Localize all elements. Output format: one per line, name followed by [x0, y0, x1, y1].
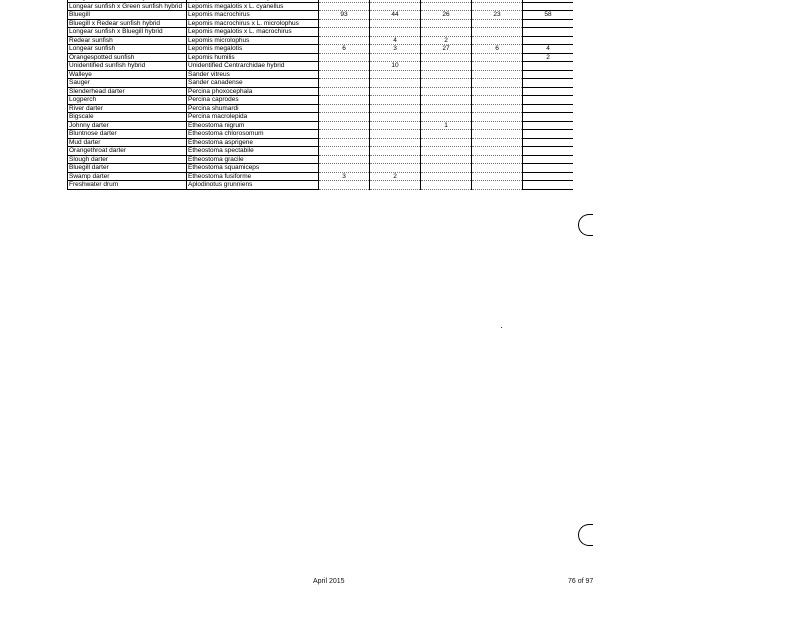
count-cell: [421, 138, 472, 147]
table-row: [68, 11, 574, 20]
count-cell: [421, 79, 472, 88]
scientific-name-cell: Unidentified Centrarchidae hybrid: [187, 62, 319, 71]
count-cell: [472, 130, 523, 139]
count-cell: [523, 113, 574, 122]
table-row: [68, 147, 574, 156]
count-cell: [370, 121, 421, 130]
common-name-cell: Bluntnose darter: [68, 130, 187, 139]
count-cell: [319, 19, 370, 28]
count-cell: [421, 62, 472, 71]
count-cell: 2: [523, 53, 574, 62]
scientific-name-cell: Etheostoma chlorosomum: [187, 130, 319, 139]
scientific-name-cell: Percina shumardi: [187, 104, 319, 113]
table-row: [68, 19, 574, 28]
scientific-name-cell: Sander canadense: [187, 79, 319, 88]
scientific-name-cell: Percina phoxocephala: [187, 87, 319, 96]
count-cell: [370, 138, 421, 147]
common-name-cell: Mud darter: [68, 138, 187, 147]
common-name-cell: Logperch: [68, 96, 187, 105]
count-cell: [523, 19, 574, 28]
scientific-name-cell: Etheostoma squamiceps: [187, 164, 319, 173]
count-cell: 4: [370, 36, 421, 45]
table-row: [68, 181, 574, 190]
count-cell: [523, 130, 574, 139]
count-cell: [370, 70, 421, 79]
count-cell: [370, 2, 421, 11]
scientific-name-cell: Sander vitreus: [187, 70, 319, 79]
count-cell: [370, 181, 421, 190]
table-row: [68, 36, 574, 45]
scientific-name-cell: Lepomis megalotis: [187, 45, 319, 54]
count-cell: [472, 19, 523, 28]
scientific-name-cell: Etheostoma gracile: [187, 155, 319, 164]
count-cell: [523, 121, 574, 130]
table-row: [68, 104, 574, 113]
common-name-cell: Bigscale: [68, 113, 187, 122]
count-cell: [319, 79, 370, 88]
count-cell: [472, 96, 523, 105]
count-cell: [472, 172, 523, 181]
fish-species-table: [67, 0, 573, 190]
common-name-cell: Orangethroat darter: [68, 147, 187, 156]
count-cell: [523, 87, 574, 96]
count-cell: [370, 113, 421, 122]
count-cell: [523, 181, 574, 190]
table-row: [68, 130, 574, 139]
table-row: [68, 87, 574, 96]
count-cell: [421, 19, 472, 28]
count-cell: [319, 53, 370, 62]
count-cell: 3: [370, 45, 421, 54]
count-cell: [472, 155, 523, 164]
table-row: [68, 53, 574, 62]
count-cell: [523, 104, 574, 113]
count-cell: [421, 155, 472, 164]
count-cell: [472, 147, 523, 156]
scan-speck: [501, 327, 502, 328]
common-name-cell: Slough darter: [68, 155, 187, 164]
count-cell: [421, 53, 472, 62]
count-cell: [523, 138, 574, 147]
common-name-cell: Swamp darter: [68, 172, 187, 181]
count-cell: 10: [370, 62, 421, 71]
table-row: [68, 45, 574, 54]
count-cell: [472, 70, 523, 79]
count-cell: [472, 121, 523, 130]
common-name-cell: Bluegill x Redear sunfish hybrid: [68, 19, 187, 28]
count-cell: [370, 164, 421, 173]
count-cell: [319, 87, 370, 96]
scientific-name-cell: Etheostoma fusiforme: [187, 172, 319, 181]
count-cell: [421, 130, 472, 139]
scientific-name-cell: Lepomis humilis: [187, 53, 319, 62]
count-cell: [523, 79, 574, 88]
count-cell: 6: [472, 45, 523, 54]
count-cell: [523, 164, 574, 173]
count-cell: [319, 104, 370, 113]
table-row: [68, 113, 574, 122]
count-cell: [421, 87, 472, 96]
table-row: [68, 79, 574, 88]
count-cell: [319, 130, 370, 139]
count-cell: [523, 96, 574, 105]
punch-hole-mark-bottom: [578, 524, 593, 546]
count-cell: [370, 87, 421, 96]
scientific-name-cell: Lepomis megalotis x L. cyanellus: [187, 2, 319, 11]
table-body: [68, 0, 574, 189]
scientific-name-cell: Lepomis megalotis x L. macrochirus: [187, 28, 319, 37]
count-cell: [472, 2, 523, 11]
count-cell: 4: [523, 45, 574, 54]
common-name-cell: Redear sunfish: [68, 36, 187, 45]
count-cell: 2: [370, 172, 421, 181]
scientific-name-cell: Etheostoma spectabile: [187, 147, 319, 156]
count-cell: [523, 28, 574, 37]
count-cell: [421, 172, 472, 181]
count-cell: [370, 19, 421, 28]
count-cell: [319, 96, 370, 105]
count-cell: [370, 28, 421, 37]
table-row: [68, 138, 574, 147]
count-cell: [319, 181, 370, 190]
count-cell: [421, 147, 472, 156]
count-cell: [370, 96, 421, 105]
scientific-name-cell: Percina macrolepida: [187, 113, 319, 122]
count-cell: [370, 147, 421, 156]
common-name-cell: Freshwater drum: [68, 181, 187, 190]
scientific-name-cell: Lepomis macrochirus x L. microlophus: [187, 19, 319, 28]
count-cell: [472, 36, 523, 45]
count-cell: [421, 96, 472, 105]
common-name-cell: Walleye: [68, 70, 187, 79]
count-cell: [472, 53, 523, 62]
count-cell: [472, 79, 523, 88]
footer-date: April 2015: [313, 578, 345, 585]
count-cell: [421, 113, 472, 122]
count-cell: [370, 130, 421, 139]
count-cell: [523, 155, 574, 164]
count-cell: [319, 70, 370, 79]
count-cell: 27: [421, 45, 472, 54]
table-row: [68, 96, 574, 105]
count-cell: [472, 164, 523, 173]
count-cell: [370, 53, 421, 62]
count-cell: [319, 113, 370, 122]
count-cell: 93: [319, 11, 370, 20]
count-cell: 3: [319, 172, 370, 181]
table-row: [68, 62, 574, 71]
common-name-cell: Johnny darter: [68, 121, 187, 130]
common-name-cell: Longear sunfish x Bluegill hybrid: [68, 28, 187, 37]
count-cell: 23: [472, 11, 523, 20]
common-name-cell: Longear sunfish: [68, 45, 187, 54]
count-cell: [370, 104, 421, 113]
count-cell: [319, 164, 370, 173]
count-cell: [319, 28, 370, 37]
punch-hole-mark-top: [578, 214, 593, 236]
count-cell: [319, 62, 370, 71]
table-row: [68, 172, 574, 181]
count-cell: 44: [370, 11, 421, 20]
count-cell: [319, 2, 370, 11]
count-cell: [472, 138, 523, 147]
common-name-cell: Slenderhead darter: [68, 87, 187, 96]
scientific-name-cell: Lepomis macrochirus: [187, 11, 319, 20]
table-row: [68, 155, 574, 164]
count-cell: [370, 155, 421, 164]
count-cell: [523, 36, 574, 45]
count-cell: [472, 28, 523, 37]
common-name-cell: Sauger: [68, 79, 187, 88]
common-name-cell: Unidentified sunfish hybrid: [68, 62, 187, 71]
scientific-name-cell: Percina caprodes: [187, 96, 319, 105]
count-cell: [421, 28, 472, 37]
count-cell: [523, 147, 574, 156]
table-row: [68, 28, 574, 37]
count-cell: 58: [523, 11, 574, 20]
count-cell: [319, 138, 370, 147]
count-cell: [472, 181, 523, 190]
count-cell: [421, 181, 472, 190]
count-cell: [472, 104, 523, 113]
table-row: [68, 121, 574, 130]
count-cell: [523, 172, 574, 181]
common-name-cell: Orangespotted sunfish: [68, 53, 187, 62]
count-cell: [472, 87, 523, 96]
table-row: [68, 2, 574, 11]
count-cell: [319, 36, 370, 45]
count-cell: [421, 104, 472, 113]
count-cell: [421, 70, 472, 79]
count-cell: [370, 79, 421, 88]
common-name-cell: River darter: [68, 104, 187, 113]
count-cell: 1: [421, 121, 472, 130]
scientific-name-cell: Aplodinotus grunniens: [187, 181, 319, 190]
count-cell: [472, 62, 523, 71]
count-cell: [523, 62, 574, 71]
scientific-name-cell: Etheostoma nigrum: [187, 121, 319, 130]
count-cell: [523, 70, 574, 79]
scientific-name-cell: Lepomis microlophus: [187, 36, 319, 45]
count-cell: [319, 121, 370, 130]
count-cell: 26: [421, 11, 472, 20]
common-name-cell: Bluegill: [68, 11, 187, 20]
common-name-cell: Bluegill darter: [68, 164, 187, 173]
footer-page-number: 76 of 97: [568, 578, 594, 585]
count-cell: [472, 113, 523, 122]
count-cell: [421, 2, 472, 11]
scientific-name-cell: Etheostoma asprigene: [187, 138, 319, 147]
count-cell: [523, 2, 574, 11]
count-cell: [421, 164, 472, 173]
table-row: [68, 164, 574, 173]
count-cell: [319, 147, 370, 156]
count-cell: 2: [421, 36, 472, 45]
count-cell: [319, 155, 370, 164]
count-cell: 6: [319, 45, 370, 54]
table-row: [68, 70, 574, 79]
common-name-cell: Longear sunfish x Green sunfish hybrid: [68, 2, 187, 11]
